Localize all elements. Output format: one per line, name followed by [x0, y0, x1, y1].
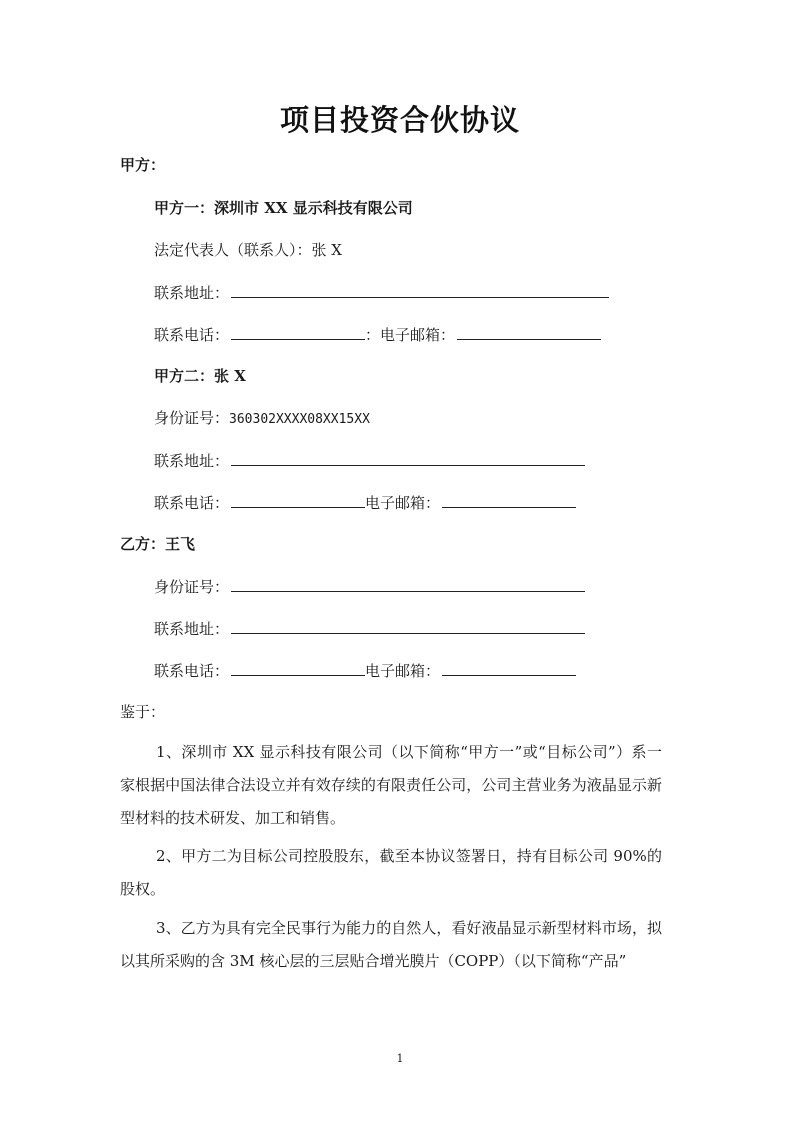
separator-colon: ：	[365, 326, 381, 344]
email-blank	[442, 660, 576, 676]
document-title: 项目投资合伙协议	[279, 103, 520, 137]
id-value: 360302XXXX08XX15XX	[229, 412, 370, 427]
email-blank	[457, 324, 601, 340]
party-a1-contact-row	[154, 324, 601, 345]
address-label: 联系地址：	[154, 452, 230, 470]
whereas-clause-1: 1、深圳市 XX 显示科技有限公司（以下简称“甲方一”或“目标公司”）系一家根据中国法律合法设立并有效存续的有限责任公司，公司主营业务为液晶显示新型材料的技术研发、加工和销售。	[120, 743, 662, 827]
phone-blank	[231, 324, 365, 340]
phone-label: 联系电话：	[154, 662, 230, 680]
email-label: 电子邮箱：	[380, 326, 456, 344]
party-a-heading: 甲方：	[120, 156, 166, 174]
email-label: 电子邮箱：	[365, 494, 441, 512]
whereas-clause-3: 3、乙方为具有完全民事行为能力的自然人，看好液晶显示新型材料市场，拟以其所采购的含 3M 核心层的三层贴合增光膜片（COPP）（以下简称“产品”	[120, 919, 662, 970]
party-a2-address-row	[154, 450, 585, 471]
party-a2-id-row	[154, 408, 370, 430]
party-b-heading: 乙方：王飞	[120, 535, 196, 553]
phone-blank	[231, 492, 365, 508]
phone-label: 联系电话：	[154, 326, 230, 344]
whereas-heading: 鉴于：	[120, 703, 166, 721]
party-a1-address-row	[154, 282, 609, 303]
party-a1-legal-rep: 法定代表人（联系人）：张 X	[154, 241, 342, 259]
email-label: 电子邮箱：	[365, 662, 441, 680]
address-label: 联系地址：	[154, 620, 230, 638]
id-label: 身份证号：	[154, 409, 230, 427]
party-a2-heading: 甲方二：张 X	[154, 367, 246, 385]
party-b-id-row	[154, 576, 585, 597]
party-a1-heading: 甲方一：深圳市 XX 显示科技有限公司	[154, 199, 413, 217]
id-label: 身份证号：	[154, 578, 230, 596]
whereas-clause-2: 2、甲方二为目标公司控股股东，截至本协议签署日，持有目标公司 90%的股权。	[120, 847, 662, 898]
address-blank	[231, 282, 609, 298]
phone-label: 联系电话：	[154, 494, 230, 512]
address-blank	[231, 450, 585, 466]
party-b-contact-row	[154, 660, 576, 681]
party-b-address-row	[154, 618, 585, 639]
address-blank	[231, 618, 585, 634]
page-number: 1	[396, 1052, 404, 1065]
party-a2-contact-row	[154, 492, 576, 513]
phone-blank	[231, 660, 365, 676]
address-label: 联系地址：	[154, 284, 230, 302]
id-blank	[231, 576, 585, 592]
email-blank	[442, 492, 576, 508]
